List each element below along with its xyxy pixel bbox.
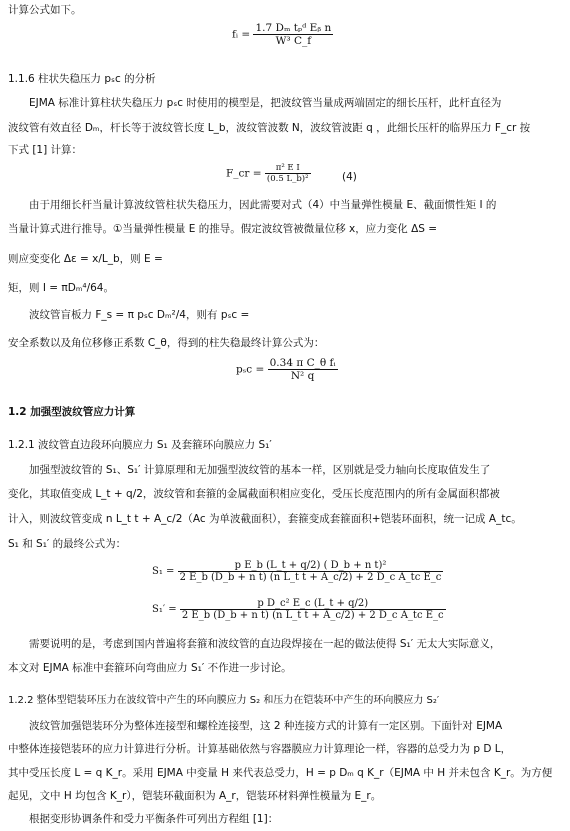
equation-s1-numerator: p E_b (L_t + q/2) ( D_b + n t)² [178,560,444,572]
paragraph-line: 波纹管加强铠装环分为整体连接型和螺栓连接型，这 2 种连接方式的计算有一定区别。下面针对 EJMA [29,720,503,732]
section-heading-1-2-1: 1.2.1 波纹管直边段环向膜应力 S₁ 及套箍环向膜应力 S₁′ [8,439,272,451]
paragraph-line: 波纹管有效直径 Dₘ，杆长等于波纹管长度 L_b，波纹管波数 N，波纹管波距 q ，此细长压杆的临界压力 F_cr 按 [8,122,531,134]
section-heading-1-1-6: 1.1.6 柱状失稳压力 pₛc 的分析 [8,73,156,85]
paragraph-line: 起见，文中 H 均包含 K_r），铠装环截面积为 A_r，铠装环材料弹性模量为 E_r。 [8,790,382,802]
section-heading-1-2: 1.2 加强型波纹管应力计算 [8,406,136,418]
equation-psc-lhs: pₛc = [236,363,265,376]
equation-s1-lhs: S₁ = [152,566,175,577]
paragraph-line: 当量计算式进行推导。①当量弹性模量 E 的推导。假定波纹管被微量位移 x，应力变化 ΔS = [8,223,438,235]
equation-psc-denominator: N² q [290,370,315,382]
equation-fcr [226,163,311,184]
paragraph-line: 则应变变化 Δε = x/L_b，则 E = [8,253,163,265]
paragraph-line: 加强型波纹管的 S₁、S₁′ 计算原理和无加强型波纹管的基本一样，区别就是受力轴向长度取值发生了 [29,464,491,476]
equation-s1-prime-numerator: p D_c² E_c (L_t + q/2) [180,598,446,610]
equation-s1 [152,560,443,583]
paragraph-line: 波纹管盲板力 F_s = π pₛc Dₘ²/4，则有 pₛc = [29,309,250,321]
paragraph-line: 矩，则 I = πDₘ⁴/64。 [8,282,114,294]
paragraph-line: 变化，其取值变成 L_t + q/2，波纹管和套箍的金属截面积相应变化，受压长度范围内的所有金属面积都被 [8,488,500,500]
equation-number-4: (4) [342,171,357,183]
intro-line: 计算公式如下。 [8,4,82,16]
equation-fi-numerator: 1.7 Dₘ tₚᵈ Eᵦ n [255,22,332,34]
equation-s1-prime [152,598,446,621]
paragraph-line: 需要说明的是，考虑到国内普遍将套箍和波纹管的直边段焊接在一起的做法使得 S₁′ 无太大实际意义， [29,638,501,650]
equation-fcr-denominator: (0.5 L_b)² [266,174,309,184]
equation-fcr-lhs: F_cr = [226,167,262,180]
equation-s1-prime-denominator: 2 E_b (D_b + n t) (n L_t t + A_c/2) + 2 D_c A_tc E_c [181,610,444,621]
equation-fcr-numerator: π² E I [265,163,311,174]
paragraph-line: S₁ 和 S₁′ 的最终公式为： [8,538,127,550]
paragraph-line: 其中受压长度 L = q K_r。采用 EJMA 中变量 H 来代表总受力，H = p Dₘ q K_r（EJMA 中 H 并未包含 K_r。为方便 [8,767,553,779]
paragraph-line: 根据变形协调条件和受力平衡条件可列出方程组 [1]： [29,813,279,825]
paragraph-line: 下式 [1] 计算： [8,144,83,156]
equation-s1-denominator: 2 E_b (D_b + n t) (n L_t t + A_c/2) + 2 D_c A_tc E_c [179,572,442,583]
equation-psc [236,357,338,382]
equation-fi [232,22,333,47]
paragraph-line: EJMA 标准计算柱状失稳压力 pₛc 时使用的模型是，把波纹管当量成两端固定的细长压杆，此杆直径为 [29,97,502,109]
paragraph-line: 计入，则波纹管变成 n L_t t + A_c/2（Ac 为单波截面积），套箍变成套箍面积+铠装环面积，统一记成 A_tc。 [8,513,522,525]
paragraph-line: 中整体连接铠装环的应力计算进行分析。计算基础依然与容器膜应力计算理论一样，容器的总受力为 p D L， [8,743,512,755]
equation-fi-denominator: W³ C_f [275,35,312,47]
paragraph-line: 本文对 EJMA 标准中套箍环向弯曲应力 S₁′ 不作进一步讨论。 [8,662,292,674]
equation-psc-numerator: 0.34 π C_θ fᵢ [269,357,336,369]
equation-fi-lhs: fᵢ = [232,28,251,41]
equation-s1-prime-lhs: S₁′ = [152,604,177,615]
section-heading-1-2-2: 1.2.2 整体型铠装环压力在波纹管中产生的环向膜应力 S₂ 和压力在铠装环中产生的环向膜应力 S₂′ [8,695,440,706]
paragraph-line: 由于用细长杆当量计算波纹管柱状失稳压力，因此需要对式（4）中当量弹性模量 E、截面惯性矩 I 的 [29,199,497,211]
paragraph-line: 安全系数以及角位移修正系数 C_θ，得到的柱失稳最终计算公式为： [8,337,325,349]
